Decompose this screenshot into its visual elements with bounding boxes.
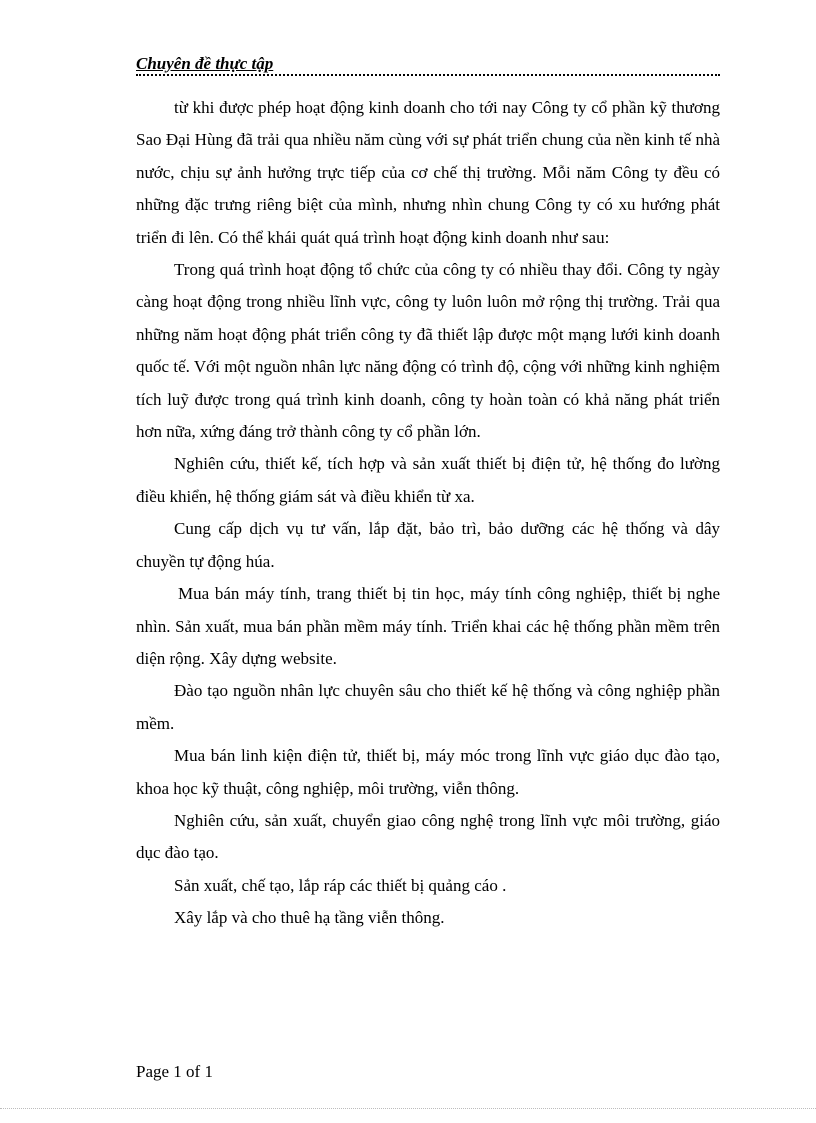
page-number-label: Page 1 of 1 (136, 1062, 213, 1081)
header-divider (136, 74, 720, 76)
page-bottom-divider (0, 1108, 816, 1109)
header-title: Chuyên đề thực tập (136, 54, 274, 73)
paragraph-business-line-computers: Mua bán máy tính, trang thiết bị tin học, máy tính công nghiệp, thiết bị nghe nhìn. Sản xuất, mua bán phần mềm máy tính. Triển khai các hệ thống phần mềm trên diện rộng. Xây dựng website. (136, 584, 720, 668)
page-header (136, 54, 720, 78)
paragraph-business-line-advertising: Sản xuất, chế tạo, lắp ráp các thiết bị quảng cáo . (174, 875, 507, 895)
document-body (136, 92, 720, 935)
paragraph-business-line-consulting: Cung cấp dịch vụ tư vấn, lắp đặt, bảo trì, bảo dưỡng các hệ thống và dây chuyền tự động húa. (136, 519, 720, 571)
paragraph-business-line-technology-transfer: Nghiên cứu, sản xuất, chuyển giao công nghệ trong lĩnh vực môi trường, giáo dục đào tạo. (136, 810, 720, 863)
page-footer (136, 1062, 213, 1082)
paragraph-company-development: Trong quá trình hoạt động tổ chức của công ty có nhiều thay đổi. Công ty ngày càng hoạt động trong nhiều lĩnh vực, công ty luôn luôn mở rộng thị trường. Trải qua những năm hoạt động phát triển công ty đã thiết lập được một mạng lưới kinh doanh quốc tế. Với một nguồn nhân lực năng động có trình độ, cộng với những kinh nghiệm tích luỹ được trong quá trình kinh doanh, công ty hoàn toàn có khả năng phát triển hơn nữa, xứng đáng trở thành công ty cổ phần lớn. (136, 260, 720, 442)
paragraph-company-history: từ khi được phép hoạt động kinh doanh cho tới nay Công ty cổ phần kỹ thương Sao Đại Hùng đã trải qua nhiều năm cùng với sự phát triển chung của nền kinh tế nhà nước, chịu sự ảnh hưởng trực tiếp của cơ chế thị trường. Mỗi năm Công ty đều có những đặc trưng riêng biệt của mình, nhưng nhìn chung Công ty có xu hướng phát triển đi lên. Có thể khái quát quá trình hoạt động kinh doanh như sau: (136, 98, 720, 247)
paragraph-business-line-research: Nghiên cứu, thiết kế, tích hợp và sản xuất thiết bị điện tử, hệ thống đo lường điều khiển, hệ thống giám sát và điều khiển từ xa. (136, 454, 720, 506)
paragraph-business-line-telecom: Xây lắp và cho thuê hạ tầng viễn thông. (174, 908, 445, 928)
paragraph-business-line-components: Mua bán linh kiện điện tử, thiết bị, máy móc trong lĩnh vực giáo dục đào tạo, khoa học kỹ thuật, công nghiệp, môi trường, viễn thông. (136, 746, 720, 798)
paragraph-business-line-training: Đào tạo nguồn nhân lực chuyên sâu cho thiết kế hệ thống và công nghiệp phần mềm. (136, 681, 720, 733)
